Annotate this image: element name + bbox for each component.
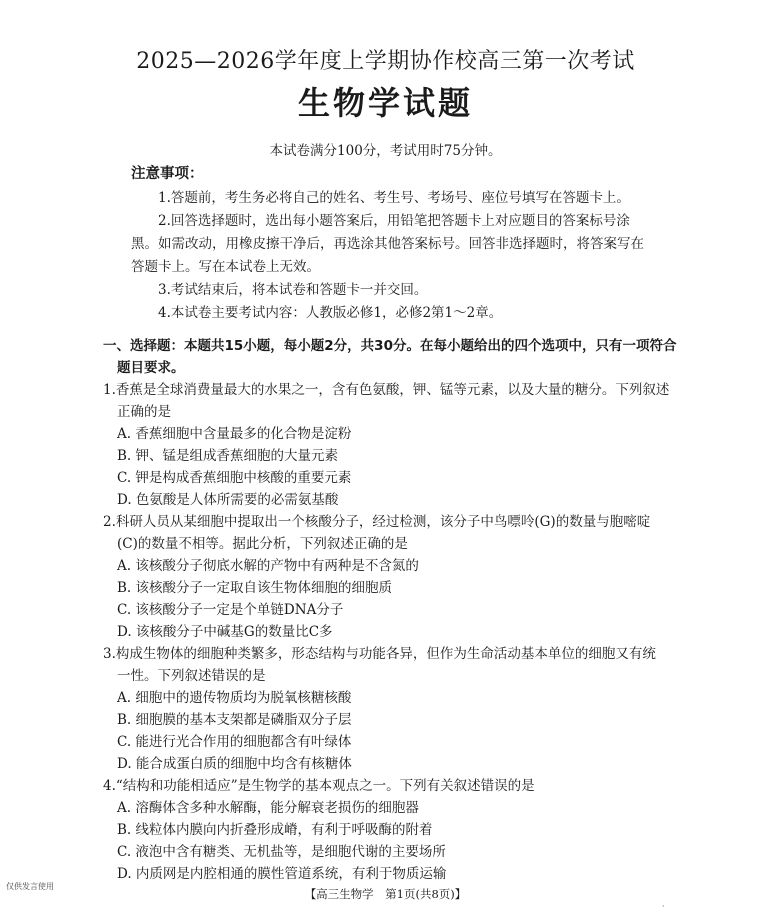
notice-line: 黑。如需改动，用橡皮擦干净后，再选涂其他答案标号。回答非选择题时，将答案写在 <box>131 236 644 252</box>
corner-mark: · <box>662 902 665 911</box>
section-heading: 一、选择题：本题共15小题，每小题2分，共30分。在每小题给出的四个选项中，只有一项符合 <box>103 338 677 354</box>
option-b: B. 线粒体内膜向内折叠形成嵴，有利于呼吸酶的附着 <box>117 822 433 838</box>
question-stem: 一性。下列叙述错误的是 <box>117 668 266 684</box>
option-b: B. 该核酸分子一定取自该生物体细胞的细胞质 <box>117 580 393 596</box>
option-c: C. 能进行光合作用的细胞都含有叶绿体 <box>117 734 352 750</box>
option-c: C. 该核酸分子一定是个单链DNA分子 <box>117 602 344 618</box>
question-stem: 3.构成生物体的细胞种类繁多，形态结构与功能各异，但作为生命活动基本单位的细胞又有统 <box>103 646 656 662</box>
question-stem: 2.科研人员从某细胞中提取出一个核酸分子，经过检测，该分子中鸟嘌呤(G)的数量与胞嘧啶 <box>103 514 651 530</box>
option-b: B. 钾、锰是组成香蕉细胞的大量元素 <box>117 448 339 464</box>
option-c: C. 液泡中含有糖类、无机盐等，是细胞代谢的主要场所 <box>117 844 446 860</box>
option-d: D. 内质网是内腔相通的膜性管道系统，有利于物质运输 <box>117 866 447 882</box>
side-note: 仅供发言使用 <box>6 882 54 891</box>
exam-title: 2025—2026学年度上学期协作校高三第一次考试 <box>136 49 635 74</box>
notice-line: 答题卡上。写在本试卷上无效。 <box>131 259 320 275</box>
exam-intro: 本试卷满分100分，考试用时75分钟。 <box>269 143 502 159</box>
question-stem: 1.香蕉是全球消费量最大的水果之一，含有色氨酸，钾、锰等元素，以及大量的糖分。下列叙述 <box>103 382 670 398</box>
option-d: D. 能合成蛋白质的细胞中均含有核糖体 <box>117 756 352 772</box>
option-c: C. 钾是构成香蕉细胞中核酸的重要元素 <box>117 470 352 486</box>
subject-title: 生物学试题 <box>297 84 473 122</box>
option-d: D. 该核酸分子中碱基G的数量比C多 <box>117 624 333 640</box>
notice-line: 2.回答选择题时，选出每小题答案后，用铅笔把答题卡上对应题目的答案标号涂 <box>158 213 630 229</box>
option-a: A. 溶酶体含多种水解酶，能分解衰老损伤的细胞器 <box>117 800 419 816</box>
notice-line: 3.考试结束后，将本试卷和答题卡一并交回。 <box>158 282 428 298</box>
question-stem: 正确的是 <box>117 404 171 420</box>
notice-line: 4.本试卷主要考试内容：人教版必修1，必修2第1～2章。 <box>158 305 503 321</box>
notice-line: 1.答题前，考生务必将自己的姓名、考生号、考场号、座位号填写在答题卡上。 <box>158 190 630 206</box>
question-stem: 4.“结构和功能相适应”是生物学的基本观点之一。下列有关叙述错误的是 <box>103 778 535 794</box>
option-b: B. 细胞膜的基本支架都是磷脂双分子层 <box>117 712 352 728</box>
option-d: D. 色氨酸是人体所需要的必需氨基酸 <box>117 492 339 508</box>
option-a: A. 该核酸分子彻底水解的产物中有两种是不含氮的 <box>117 558 419 574</box>
notice-title: 注意事项： <box>131 166 204 182</box>
option-a: A. 细胞中的遗传物质均为脱氧核糖核酸 <box>117 690 352 706</box>
page-footer: 【高三生物学 第1页(共8页)】 <box>304 887 467 901</box>
section-heading-cont: 题目要求。 <box>117 360 185 376</box>
question-stem: (C)的数量不相等。据此分析，下列叙述正确的是 <box>117 536 408 552</box>
option-a: A. 香蕉细胞中含量最多的化合物是淀粉 <box>117 426 352 442</box>
